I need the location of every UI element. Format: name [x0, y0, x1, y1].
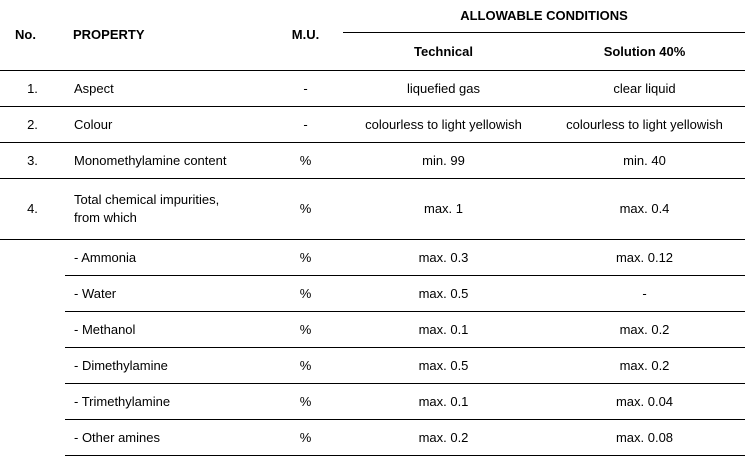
unit-cell: % [299, 152, 312, 168]
property-line-2: from which [74, 210, 137, 225]
col-header-no: No. [15, 27, 36, 43]
technical-value: min. 99 [422, 152, 465, 168]
property-cell: - Trimethylamine [74, 393, 171, 409]
property-cell: - Other amines [74, 429, 160, 445]
table-row [0, 240, 745, 276]
row-number [0, 312, 65, 348]
solution-value: colourless to light yellowish [566, 116, 723, 132]
solution-value: max. 0.04 [615, 393, 674, 409]
solution-value: min. 40 [623, 152, 666, 168]
property-cell: - Ammonia [74, 249, 137, 265]
technical-value: liquefied gas [407, 80, 480, 96]
unit-cell: % [299, 393, 312, 409]
technical-value: max. 0.1 [418, 393, 469, 409]
property-cell: Monomethylamine content [74, 152, 227, 168]
solution-value: max. 0.12 [615, 249, 674, 265]
header-row-top [0, 0, 745, 33]
row-number: 2. [27, 116, 38, 132]
row-number: 3. [27, 152, 38, 168]
unit-cell: % [299, 357, 312, 373]
row-number: 4. [27, 201, 38, 217]
unit-cell: - [303, 80, 308, 96]
col-header-property: PROPERTY [73, 27, 145, 43]
property-cell: Colour [74, 116, 113, 132]
technical-value: max. 0.3 [418, 249, 469, 265]
table-row [0, 384, 745, 420]
solution-value: max. 0.2 [619, 321, 670, 337]
row-number: 1. [27, 80, 38, 96]
table-row [0, 143, 745, 179]
row-number [0, 276, 65, 312]
table-row [0, 312, 745, 348]
table-body [0, 71, 745, 456]
col-header-solution: Solution 40% [544, 33, 745, 71]
unit-cell: % [299, 285, 312, 301]
table-row [0, 107, 745, 143]
technical-value: max. 1 [423, 201, 463, 217]
unit-cell: - [303, 116, 308, 132]
technical-value: max. 0.1 [418, 321, 469, 337]
solution-value: - [642, 285, 647, 301]
table-header [0, 0, 745, 71]
table-row [0, 71, 745, 107]
row-number [0, 348, 65, 384]
table-row [0, 348, 745, 384]
solution-value: max. 0.08 [615, 429, 674, 445]
row-number [0, 240, 65, 276]
col-header-allowable-conditions: ALLOWABLE CONDITIONS [460, 8, 628, 24]
technical-value: max. 0.2 [418, 429, 469, 445]
technical-value: colourless to light yellowish [365, 116, 522, 132]
property-cell [65, 179, 268, 240]
col-header-mu: M.U. [291, 27, 320, 43]
property-cell: - Water [74, 285, 117, 301]
solution-value: max. 0.2 [619, 357, 670, 373]
property-cell: Aspect [74, 80, 114, 96]
table-row [0, 179, 745, 240]
property-cell: - Methanol [74, 321, 136, 337]
unit-cell: % [299, 429, 312, 445]
solution-value: clear liquid [613, 80, 676, 96]
unit-cell: % [299, 201, 312, 217]
technical-value: max. 0.5 [418, 357, 469, 373]
unit-cell: % [299, 321, 312, 337]
property-cell: - Dimethylamine [74, 357, 168, 373]
row-number [0, 384, 65, 420]
table-row [0, 276, 745, 312]
row-number [0, 420, 65, 456]
technical-value: max. 0.5 [418, 285, 469, 301]
col-header-technical: Technical [343, 33, 544, 71]
solution-value: max. 0.4 [619, 201, 670, 217]
property-line-1: Total chemical impurities, [74, 192, 220, 208]
unit-cell: % [299, 249, 312, 265]
table-row [0, 420, 745, 456]
